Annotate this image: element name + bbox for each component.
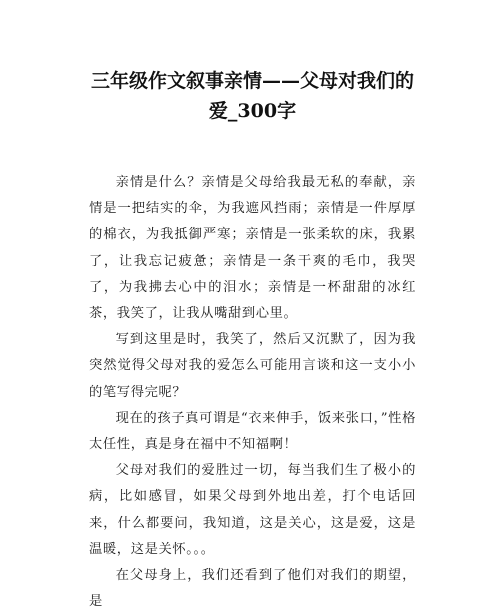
paragraph-1: 亲情是什么？亲情是父母给我最无私的奉献，亲情是一把结实的伞，为我遮风挡雨；亲情是一件厚厚的棉衣，为我抵御严寒；亲情是一张柔软的床，我累了，让我忘记疲惫；亲情是一条干爽的毛巾，我哭了，为我拂去心中的泪水；亲情是一杯甜甜的冰红茶，我笑了，让我从嘴甜到心里。 xyxy=(89,175,416,322)
paragraph-3: 现在的孩子真可谓是“衣来伸手，饭来张口，”性格太任性，真是身在福中不知福啊！ xyxy=(89,410,416,453)
title-line-2: 爱_300字 xyxy=(208,100,297,122)
document-title xyxy=(89,66,416,126)
paragraph-5: 在父母身上，我们还看到了他们对我们的期望，是 xyxy=(89,568,416,610)
title-line-1: 三年级作文叙事亲情——父母对我们的 xyxy=(90,70,414,92)
paragraph-2: 写到这里是时，我笑了，然后又沉默了，因为我突然觉得父母对我的爱怎么可能用言谈和这一支小小的笔写得完呢？ xyxy=(89,332,416,400)
paragraph-4: 父母对我们的爱胜过一切，每当我们生了极小的病，比如感冒，如果父母到外地出差，打个电话回来，什么都要问，我知道，这是关心，这是爱，这是温暖，这是关怀。。。 xyxy=(89,463,416,557)
